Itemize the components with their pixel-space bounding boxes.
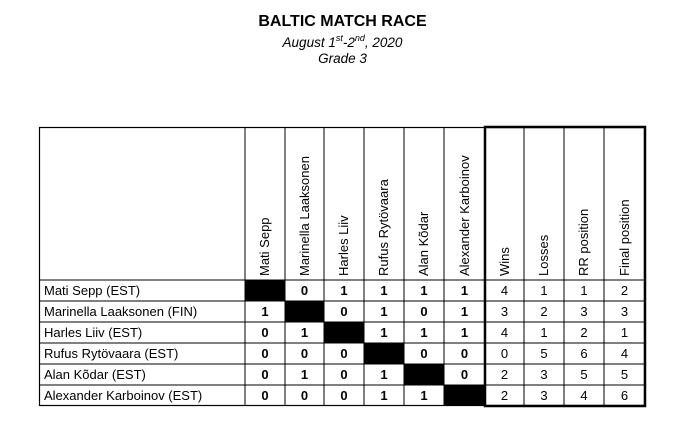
match-result: 1: [420, 282, 428, 298]
opponent-header: Mati Sepp: [257, 217, 272, 276]
match-result: 0: [340, 366, 348, 382]
results-table: [39, 127, 645, 406]
match-result: 1: [300, 366, 309, 382]
stat-value: 5: [540, 345, 548, 361]
match-result: 0: [300, 345, 309, 361]
match-result: 1: [261, 303, 269, 319]
date-suffix: , 2020: [364, 35, 403, 50]
stat-header: RR position: [576, 208, 591, 276]
match-result: 1: [460, 303, 469, 319]
stat-value: 0: [500, 345, 509, 361]
competitor-name: Rufus Rytövaara (EST): [44, 345, 179, 361]
match-result: 1: [420, 324, 428, 340]
match-result: 0: [460, 345, 469, 361]
stat-value: 1: [540, 324, 548, 340]
opponent-header: Alexander Karboinov: [456, 155, 472, 276]
date-prefix: August 1: [282, 35, 336, 50]
match-result: 1: [380, 366, 388, 382]
stat-header: Wins: [496, 247, 512, 276]
diagonal-block: [285, 301, 324, 322]
date-mid: -2: [342, 35, 355, 50]
stat-header: Final position: [616, 199, 632, 276]
date-sup-first: st: [335, 32, 343, 43]
stat-header: Losses: [536, 234, 551, 276]
match-result: 1: [380, 303, 388, 319]
match-result: 1: [460, 282, 469, 298]
opponent-header: Harles Liiv: [336, 215, 351, 276]
diagonal-block: [324, 322, 364, 343]
match-result: 1: [420, 387, 428, 403]
match-result: 0: [420, 303, 428, 319]
event-date: [0, 32, 685, 51]
match-result: 1: [380, 282, 388, 298]
match-result: 0: [261, 345, 269, 361]
match-result: 0: [261, 366, 269, 382]
diagonal-block: [404, 364, 444, 385]
event-title: BALTIC MATCH RACE: [258, 13, 427, 30]
match-result: 0: [340, 303, 348, 319]
competitor-name: Mati Sepp (EST): [44, 282, 141, 298]
stat-value: 1: [540, 282, 548, 298]
match-result: 1: [340, 282, 348, 298]
match-result: 1: [300, 324, 309, 340]
competitor-name: Harles Liiv (EST): [44, 324, 143, 340]
stat-value: 3: [540, 387, 548, 403]
stat-value: 4: [620, 345, 629, 361]
stat-value: 2: [500, 387, 509, 403]
match-result: 0: [261, 387, 269, 403]
stat-value: 1: [580, 282, 588, 298]
stat-value: 4: [580, 387, 588, 403]
opponent-header: Alan Kõdar: [416, 211, 431, 276]
diagonal-block: [444, 385, 485, 406]
competitor-name: Marinella Laaksonen (FIN): [44, 303, 198, 319]
opponent-header: Rufus Rytövaara: [376, 179, 391, 276]
competitor-name: Alan Kõdar (EST): [44, 366, 146, 382]
stat-value: 3: [580, 303, 588, 319]
stat-value: 2: [540, 303, 548, 319]
stat-value: 1: [620, 324, 629, 340]
match-result: 0: [300, 387, 309, 403]
opponent-header: Marinella Laaksonen: [296, 156, 312, 276]
match-result: 0: [340, 387, 348, 403]
stat-value: 4: [500, 282, 509, 298]
stat-value: 6: [580, 345, 588, 361]
date-sup-second: nd: [354, 32, 365, 43]
stat-value: 3: [620, 303, 629, 319]
match-result: 0: [340, 345, 348, 361]
event-grade: Grade 3: [318, 51, 367, 66]
match-result: 1: [460, 324, 469, 340]
match-result: 0: [300, 282, 309, 298]
stat-value: 5: [620, 366, 629, 382]
stat-value: 2: [620, 282, 629, 298]
stat-value: 3: [540, 366, 548, 382]
stat-value: 3: [500, 303, 509, 319]
diagonal-block: [245, 280, 285, 301]
competitor-name: Alexander Karboinov (EST): [44, 387, 203, 403]
match-result: 0: [261, 324, 269, 340]
stat-value: 5: [580, 366, 588, 382]
stat-value: 2: [580, 324, 588, 340]
stat-value: 6: [620, 387, 629, 403]
stat-value: 4: [500, 324, 509, 340]
match-result: 1: [380, 387, 388, 403]
match-result: 1: [380, 324, 388, 340]
stat-value: 2: [500, 366, 509, 382]
match-result: 0: [420, 345, 428, 361]
match-result: 0: [460, 366, 469, 382]
diagonal-block: [364, 343, 404, 364]
